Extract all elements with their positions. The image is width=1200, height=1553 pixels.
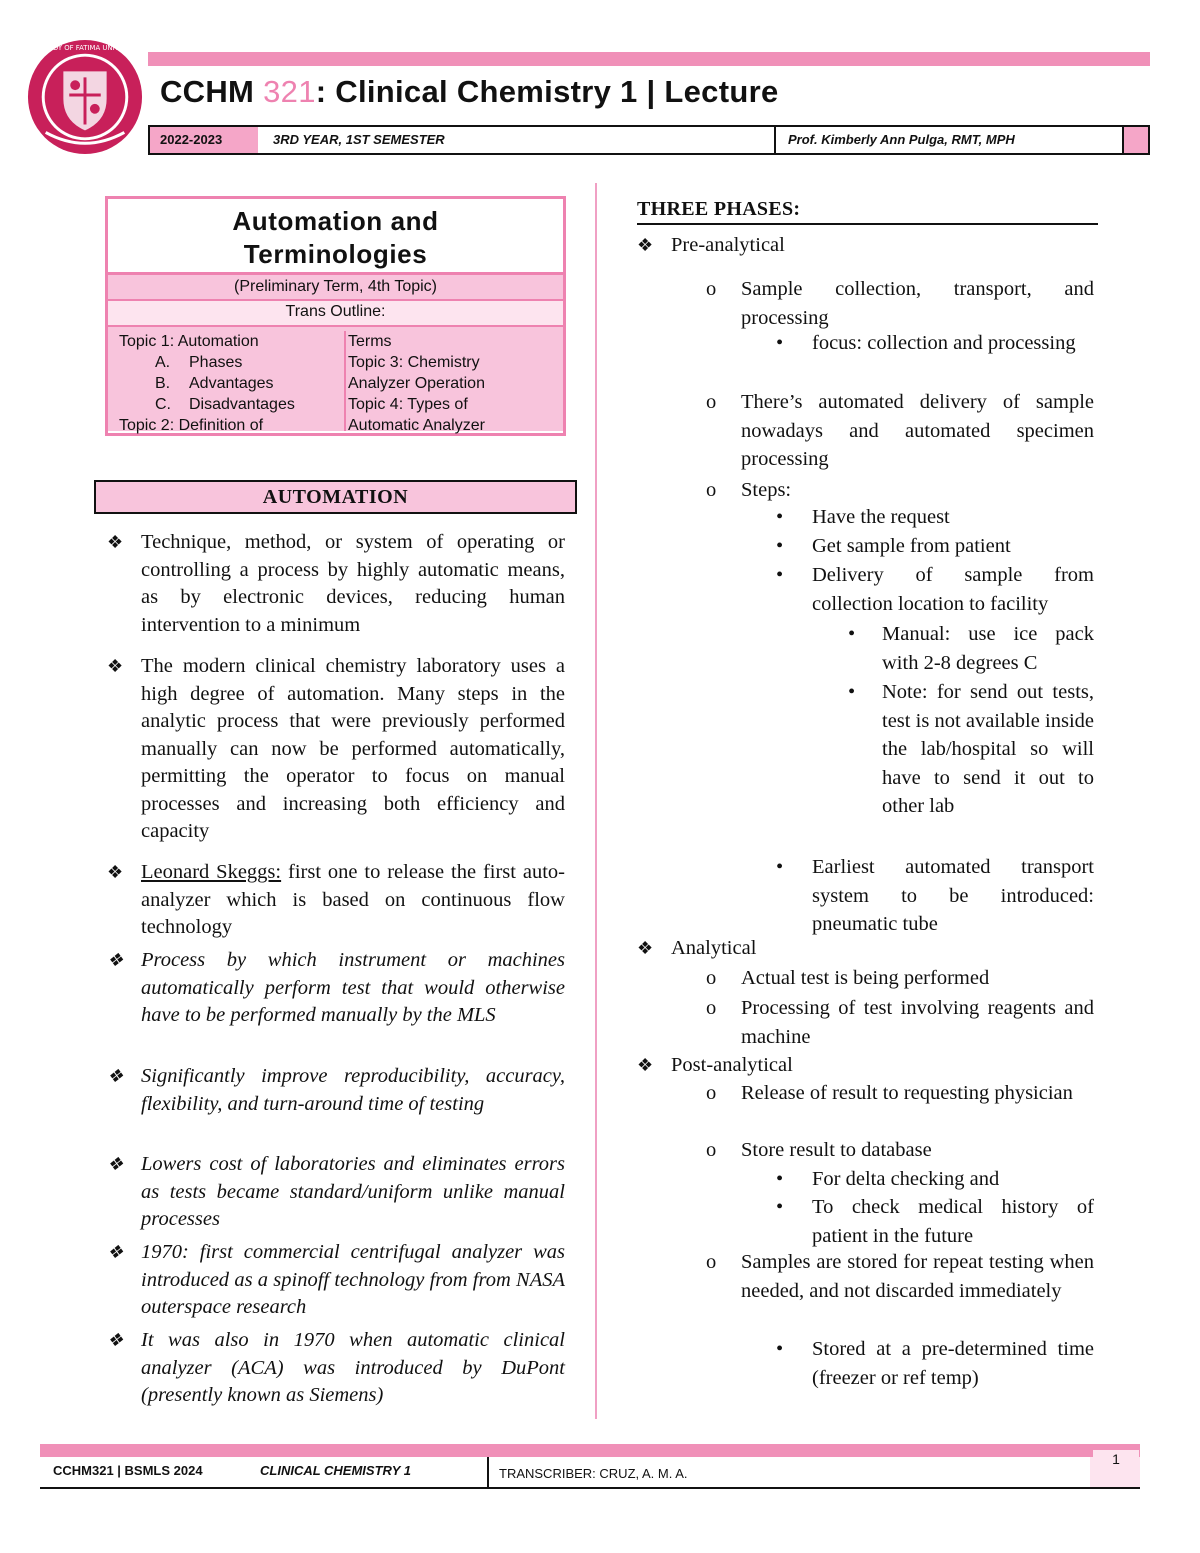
- list-item: • Get sample from patient: [776, 535, 1011, 557]
- outline-item: B. Advantages: [155, 375, 274, 392]
- outline-item: Terms: [348, 333, 392, 350]
- header-pink-bar: [148, 52, 1150, 66]
- list-item: o Store result to database: [706, 1139, 932, 1161]
- outline-term: (Preliminary Term, 4th Topic): [108, 275, 563, 301]
- automation-point: ❖ Technique, method, or system of operating or controlling a process by highly automatic means, as by electronic devices, reducing human intervention to a minimum: [107, 531, 565, 636]
- list-item: o Samples are stored for repeat testing when needed, and not discarded immediately: [706, 1251, 1094, 1302]
- footer-transcriber: TRANSCRIBER: CRUZ, A. M. A.: [487, 1457, 1099, 1487]
- info-bar-end: [1122, 127, 1148, 153]
- outline-title: Automation and Terminologies: [108, 199, 563, 275]
- list-item: o Processing of test involving reagents and machine: [706, 997, 1094, 1048]
- section-heading-three-phases: THREE PHASES:: [637, 198, 1098, 225]
- outline-item: Topic 3: Chemistry: [348, 354, 480, 371]
- list-item: • Manual: use ice pack with 2-8 degrees C: [848, 623, 1094, 674]
- automation-point: ❖ The modern clinical chemistry laboratory uses a high degree of automation. Many steps in the analytic process that were previously performed manually can now be performed automatically, permitting the operator to focus on manual processes and increasing both efficiency and capacity: [107, 655, 565, 842]
- diamond-bullet-icon: ❖: [107, 1242, 124, 1262]
- outline-item: Topic 4: Types of: [348, 396, 468, 413]
- page-title: CCHM 321: Clinical Chemistry 1 | Lecture: [160, 74, 779, 109]
- diamond-bullet-icon: ❖: [107, 1154, 124, 1174]
- section-heading-automation: AUTOMATION: [94, 480, 577, 514]
- list-item: o Release of result to requesting physician: [706, 1082, 1073, 1104]
- list-item: o There’s automated delivery of sample nowadays and automated specimen processing: [706, 391, 1094, 470]
- phase-post-analytical: ❖ Post-analytical: [671, 1051, 1098, 1080]
- list-item: o Steps:: [706, 479, 792, 501]
- phase-analytical: ❖ Analytical: [671, 934, 1098, 963]
- footer-course: CCHM321 | BSMLS 2024: [53, 1463, 203, 1478]
- outline-label: Trans Outline:: [108, 301, 563, 327]
- list-item: • Delivery of sample from collection location to facility: [776, 564, 1094, 615]
- automation-point: ❖ 1970: first commercial centrifugal analyzer was introduced as a spinoff technology from from NASA outerspace research: [107, 1241, 565, 1318]
- automation-point: ❖ Significantly improve reproducibility, accuracy, flexibility, and turn-around time of testing: [107, 1065, 565, 1115]
- outline-item: Topic 2: Definition of: [119, 417, 264, 434]
- list-item: • Stored at a pre-determined time (freezer or ref temp): [776, 1338, 1094, 1389]
- list-item: • Have the request: [776, 506, 950, 528]
- automation-point: ❖ Lowers cost of laboratories and eliminates errors as tests became standard/uniform unlike manual processes: [107, 1153, 565, 1230]
- course-info-bar: [148, 125, 1150, 155]
- phase-pre-analytical: ❖ Pre-analytical: [671, 231, 1098, 260]
- svg-text:OUR LADY OF FATIMA UNIVERSITY: OUR LADY OF FATIMA UNIVERSITY: [26, 43, 144, 52]
- list-item: • For delta checking and: [776, 1168, 1000, 1190]
- outline-item: C. Disadvantages: [155, 396, 295, 413]
- diamond-bullet-icon: ❖: [107, 656, 124, 676]
- outline-item: Topic 1: Automation: [119, 333, 259, 350]
- diamond-bullet-icon: ❖: [107, 950, 124, 970]
- outline-item: Analyzer Operation: [348, 375, 485, 392]
- topic-outline-box: [105, 196, 566, 436]
- course-number: 321: [263, 74, 316, 109]
- list-item: • focus: collection and processing: [776, 332, 1076, 354]
- automation-point: ❖ It was also in 1970 when automatic clinical analyzer (ACA) was introduced by DuPont (presently known as Siemens): [107, 1329, 565, 1406]
- diamond-bullet-icon: ❖: [107, 532, 124, 552]
- diamond-bullet-icon: ❖: [107, 1066, 124, 1086]
- diamond-bullet-icon: ❖: [107, 862, 124, 882]
- automation-point: ❖ Process by which instrument or machines automatically perform test that would otherwise have to be performed manually by the MLS: [107, 949, 565, 1026]
- university-seal-logo: [26, 38, 144, 156]
- automation-point: ❖ Leonard Skeggs: first one to release the first auto-analyzer which is based on continuous flow technology: [107, 861, 565, 938]
- list-item: • To check medical history of patient in the future: [776, 1196, 1094, 1247]
- professor: Prof. Kimberly Ann Pulga, RMT, MPH: [774, 127, 1128, 153]
- diamond-bullet-icon: ❖: [637, 1055, 654, 1075]
- semester: 3RD YEAR, 1ST SEMESTER: [273, 132, 445, 147]
- page-number: 1: [1093, 1450, 1139, 1484]
- diamond-bullet-icon: ❖: [107, 1330, 124, 1350]
- footer-subject: CLINICAL CHEMISTRY 1: [260, 1463, 411, 1478]
- list-item: o Actual test is being performed: [706, 967, 990, 989]
- footer: [40, 1457, 1140, 1489]
- school-year: 2022-2023: [150, 127, 258, 153]
- footer-pink-bar: [40, 1444, 1140, 1457]
- diamond-bullet-icon: ❖: [637, 938, 654, 958]
- list-item: o Sample collection, transport, and processing: [706, 278, 1094, 329]
- list-item: • Earliest automated transport system to be introduced: pneumatic tube: [776, 856, 1094, 935]
- outline-item: Automatic Analyzer: [348, 417, 485, 434]
- diamond-bullet-icon: ❖: [637, 235, 654, 255]
- list-item: • Note: for send out tests, test is not available inside the lab/hospital so will have to send it out to other lab: [848, 681, 1094, 817]
- column-divider: [595, 183, 597, 1419]
- leonard-skeggs-name: Leonard Skeggs:: [141, 861, 282, 883]
- outline-topics: [108, 327, 563, 434]
- outline-item: A. Phases: [155, 354, 243, 371]
